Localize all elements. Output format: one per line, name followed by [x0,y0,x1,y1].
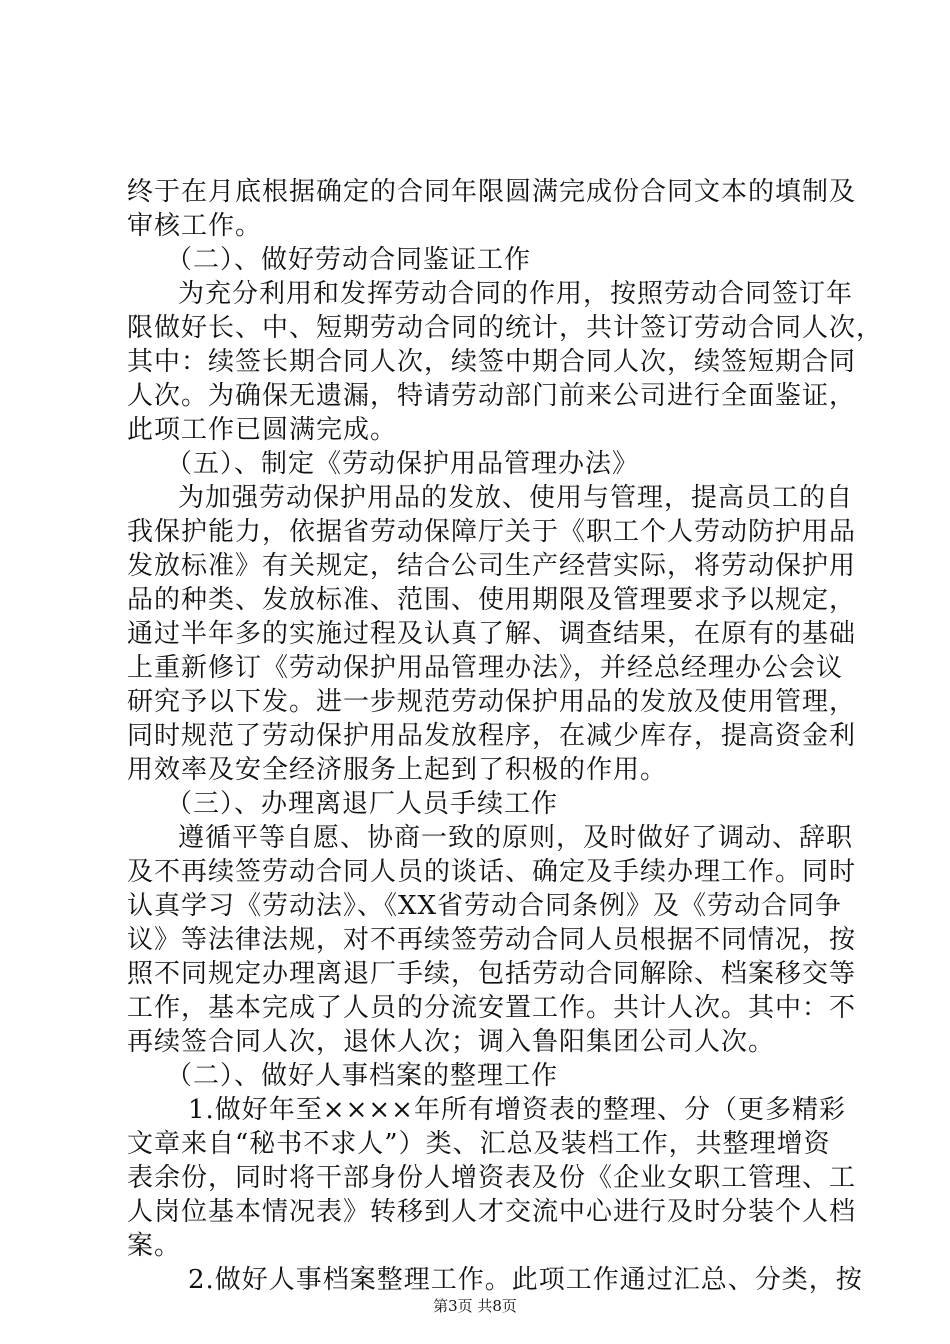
body-text-line: 限做好长、中、短期劳动合同的统计，共计签订劳动合同人次， [127,313,884,343]
paragraph-first-line: 2.做好人事档案整理工作。此项工作通过汇总、分类，按 [188,1265,863,1295]
body-text-line: 发放标准》有关规定，结合公司生产经营实际，将劳动保护用 [127,551,857,581]
body-text-line: 及不再续签劳动合同人员的谈话、确定及手续办理工作。同时 [127,857,857,887]
body-text-line: 同时规范了劳动保护用品发放程序，在减少库存，提高资金利 [127,721,857,751]
page-number-footer: 第3页 共8页 [433,1297,517,1315]
body-text-line: 我保护能力，依据省劳动保障厅关于《职工个人劳动防护用品 [127,517,857,547]
body-text-line: 品的种类、发放标准、范围、使用期限及管理要求予以规定， [127,585,857,615]
body-text-line: 再续签合同人次，退休人次；调入鲁阳集团公司人次。 [127,1027,776,1057]
body-text-line: 研究予以下发。进一步规范劳动保护用品的发放及使用管理， [127,687,857,717]
section-heading: （三）、办理离退厂人员手续工作 [166,789,559,819]
body-text-line: 上重新修订《劳动保护用品管理办法》，并经总经理办公会议 [127,653,844,683]
body-text-line: 人次。为确保无遗漏，特请劳动部门前来公司进行全面鉴证， [127,381,857,411]
body-text-line: 表余份，同时将干部身份人增资表及份《企业女职工管理、工 [127,1163,857,1193]
body-text-line: 照不同规定办理离退厂手续，包括劳动合同解除、档案移交等 [127,959,857,989]
body-text-line: 用效率及安全经济服务上起到了积极的作用。 [127,755,668,785]
paragraph-first-line: 为充分利用和发挥劳动合同的作用，按照劳动合同签订年 [178,279,854,309]
body-text-line: 审核工作。 [127,211,263,241]
section-heading: （二）、做好劳动合同鉴证工作 [166,245,532,275]
body-text-line: 其中：续签长期合同人次，续签中期合同人次，续签短期合同 [127,347,857,377]
section-heading: （五）、制定《劳动保护用品管理办法》 [166,449,640,479]
body-text-line: 通过半年多的实施过程及认真了解、调查结果，在原有的基础 [127,619,857,649]
body-text-line: 终于在月底根据确定的合同年限圆满完成份合同文本的填制及 [127,177,857,207]
body-text-line: 文章来自“秘书不求人”）类、汇总及装档工作，共整理增资 [127,1129,831,1159]
paragraph-first-line: 1.做好年至××××年所有增资表的整理、分（更多精彩 [188,1095,846,1125]
section-heading: （二）、做好人事档案的整理工作 [166,1061,559,1091]
body-text-line: 工作，基本完成了人员的分流安置工作。共计人次。其中：不 [127,993,857,1023]
body-text-line: 案。 [127,1231,182,1261]
body-text-line: 人岗位基本情况表》转移到人才交流中心进行及时分装个人档 [127,1197,857,1227]
paragraph-first-line: 遵循平等自愿、协商一致的原则，及时做好了调动、辞职 [178,823,854,853]
body-text-line: 议》等法律法规，对不再续签劳动合同人员根据不同情况，按 [127,925,857,955]
body-text-line: 认真学习《劳动法》、《XX省劳动合同条例》及《劳动合同争 [127,891,843,921]
paragraph-first-line: 为加强劳动保护用品的发放、使用与管理，提高员工的自 [178,483,854,513]
body-text-line: 此项工作已圆满完成。 [127,415,398,445]
